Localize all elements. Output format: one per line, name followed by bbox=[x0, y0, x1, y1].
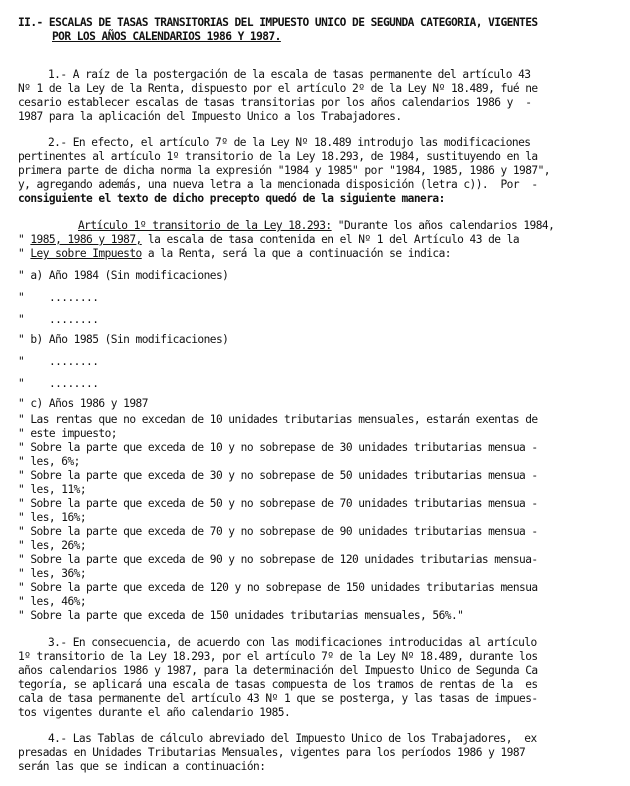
p2-line-5: consiguiente el texto de dicho precepto quedó de la siguiente manera: bbox=[18, 192, 445, 205]
quote-line-3: " Ley sobre Impuesto a la Renta, será la que a continuación se indica: bbox=[18, 247, 451, 260]
item-b: " b) Año 1985 (Sin modificaciones) bbox=[18, 333, 229, 346]
rate-line: " este impuesto; bbox=[18, 427, 117, 440]
rate-line: " les, 46%; bbox=[18, 595, 87, 608]
p3-line-6: tos vigentes durante el año calendario 1985. bbox=[18, 706, 291, 719]
item-a: " a) Año 1984 (Sin modificaciones) bbox=[18, 269, 229, 282]
quote-law-name: Ley sobre Impuesto bbox=[30, 247, 142, 260]
rate-line-text: Sobre la parte que exceda de 10 y no sobrepase de 30 unidades tributarias mensua - bbox=[30, 441, 538, 454]
item-a-dots-1: " ........ bbox=[18, 291, 99, 304]
rate-line: " Sobre la parte que exceda de 10 y no sobrepase de 30 unidades tributarias mensua - bbox=[18, 441, 538, 454]
p2-line-3: primera parte de dicha norma la expresión "1984 y 1985" por "1984, 1985, 1986 y 1987", bbox=[18, 164, 550, 177]
rate-line: " les, 16%; bbox=[18, 511, 87, 524]
rate-line: " les, 6%; bbox=[18, 455, 80, 468]
quote-line-2-rest: la escala de tasa contenida en el Nº 1 del Artículo 43 de la bbox=[141, 233, 520, 246]
p4-line-1: 4.- Las Tablas de cálculo abreviado del Impuesto Unico de los Trabajadores, ex bbox=[48, 732, 537, 745]
p4-line-3: serán las que se indican a continuación: bbox=[18, 760, 266, 773]
quote-line-1-rest: "Durante los años calendarios 1984, bbox=[331, 219, 555, 232]
rate-line: " les, 36%; bbox=[18, 567, 87, 580]
quote-line-2: " 1985, 1986 y 1987, la escala de tasa contenida en el Nº 1 del Artículo 43 de la bbox=[18, 233, 520, 246]
rate-line-text: Sobre la parte que exceda de 120 y no sobrepase de 150 unidades tributarias mensua bbox=[30, 581, 538, 594]
item-a-dots-2: " ........ bbox=[18, 313, 99, 326]
rate-line: " les, 26%; bbox=[18, 539, 87, 552]
p1-line-4: 1987 para la aplicación del Impuesto Unico a los Trabajadores. bbox=[18, 110, 402, 123]
item-c-text: c) Años 1986 y 1987 bbox=[30, 397, 148, 410]
p2-line-4: y, agregando además, una nueva letra a la mencionada disposición (letra c)). Por - bbox=[18, 178, 538, 191]
quote-line-3-rest: a la Renta, será la que a continuación se indica: bbox=[141, 247, 451, 260]
p4-line-2: presadas en Unidades Tributarias Mensuales, vigentes para los períodos 1986 y 1987 bbox=[18, 746, 526, 759]
item-b-dots-2: " ........ bbox=[18, 377, 99, 390]
rate-line-text: este impuesto; bbox=[30, 427, 117, 440]
rate-line-text: les, 46%; bbox=[30, 595, 87, 608]
rate-line-text: les, 36%; bbox=[30, 567, 87, 580]
rate-line-text: Sobre la parte que exceda de 50 y no sobrepase de 70 unidades tributarias mensua - bbox=[30, 497, 538, 510]
p3-line-1: 3.- En consecuencia, de acuerdo con las modificaciones introducidas al artículo bbox=[48, 636, 537, 649]
dots: ........ bbox=[48, 377, 99, 390]
p3-line-4: tegoría, se aplicará una escala de tasas compuesta de los tramos de rentas de la es bbox=[18, 678, 538, 691]
rate-line-text: Sobre la parte que exceda de 150 unidades tributarias mensuales, 56%." bbox=[30, 609, 464, 622]
rate-line: " Sobre la parte que exceda de 30 y no sobrepase de 50 unidades tributarias mensua - bbox=[18, 469, 538, 482]
p1-line-2: Nº 1 de la Ley de la Renta, dispuesto por el artículo 2º de la Ley Nº 18.489, fué ne bbox=[18, 82, 538, 95]
rate-line: " les, 11%; bbox=[18, 483, 87, 496]
article-reference: Artículo 1º transitorio de la Ley 18.293: bbox=[78, 219, 332, 232]
p3-line-3: años calendarios 1986 y 1987, para la determinación del Impuesto Unico de Segunda Ca bbox=[18, 664, 538, 677]
item-a-text: a) Año 1984 (Sin modificaciones) bbox=[30, 269, 229, 282]
rate-line-text: les, 11%; bbox=[30, 483, 87, 496]
p3-line-2: 1º transitorio de la Ley 18.293, por el artículo 7º de la Ley Nº 18.489, durante los bbox=[18, 650, 538, 663]
rate-line-text: Sobre la parte que exceda de 30 y no sobrepase de 50 unidades tributarias mensua - bbox=[30, 469, 538, 482]
dots: ........ bbox=[48, 355, 99, 368]
item-b-dots-1: " ........ bbox=[18, 355, 99, 368]
item-c: " c) Años 1986 y 1987 bbox=[18, 397, 148, 410]
p2-line-1: 2.- En efecto, el artículo 7º de la Ley Nº 18.489 introdujo las modificaciones bbox=[48, 136, 531, 149]
dots: ........ bbox=[48, 313, 99, 326]
rate-line-text: Sobre la parte que exceda de 70 y no sobrepase de 90 unidades tributarias mensua - bbox=[30, 525, 538, 538]
rate-line-text: Sobre la parte que exceda de 90 y no sobrepase de 120 unidades tributarias mensua- bbox=[30, 553, 538, 566]
rate-line: " Sobre la parte que exceda de 70 y no sobrepase de 90 unidades tributarias mensua - bbox=[18, 525, 538, 538]
p1-line-1: 1.- A raíz de la postergación de la escala de tasas permanente del artículo 43 bbox=[48, 68, 531, 81]
rate-line-text: les, 26%; bbox=[30, 539, 87, 552]
rate-line-text: Las rentas que no excedan de 10 unidades tributarias mensuales, estarán exentas de bbox=[30, 413, 538, 426]
quote-line-1 bbox=[78, 219, 554, 233]
rate-line: " Las rentas que no excedan de 10 unidades tributarias mensuales, estarán exentas de bbox=[18, 413, 538, 426]
dots: ........ bbox=[48, 291, 99, 304]
rate-line: " Sobre la parte que exceda de 150 unidades tributarias mensuales, 56%." bbox=[18, 609, 464, 622]
item-b-text: b) Año 1985 (Sin modificaciones) bbox=[30, 333, 229, 346]
section-title-line-1: II.- ESCALAS DE TASAS TRANSITORIAS DEL IMPUESTO UNICO DE SEGUNDA CATEGORIA, VIGENTES bbox=[18, 16, 538, 29]
quote-years: 1985, 1986 y 1987, bbox=[30, 233, 142, 246]
rate-line: " Sobre la parte que exceda de 90 y no sobrepase de 120 unidades tributarias mensua- bbox=[18, 553, 538, 566]
p1-line-3: cesario establecer escalas de tasas transitorias por los años calendarios 1986 y - bbox=[18, 96, 532, 109]
section-title-line-2: POR LOS AÑOS CALENDARIOS 1986 Y 1987. bbox=[52, 30, 281, 43]
p2-line-2: pertinentes al artículo 1º transitorio de la Ley 18.293, de 1984, sustituyendo en la bbox=[18, 150, 538, 163]
rate-line-text: les, 16%; bbox=[30, 511, 87, 524]
rate-line: " Sobre la parte que exceda de 50 y no sobrepase de 70 unidades tributarias mensua - bbox=[18, 497, 538, 510]
p3-line-5: cala de tasa permanente del artículo 43 Nº 1 que se posterga, y las tasas de impues- bbox=[18, 692, 538, 705]
rate-line: " Sobre la parte que exceda de 120 y no sobrepase de 150 unidades tributarias mensua bbox=[18, 581, 538, 594]
rate-line-text: les, 6%; bbox=[30, 455, 80, 468]
